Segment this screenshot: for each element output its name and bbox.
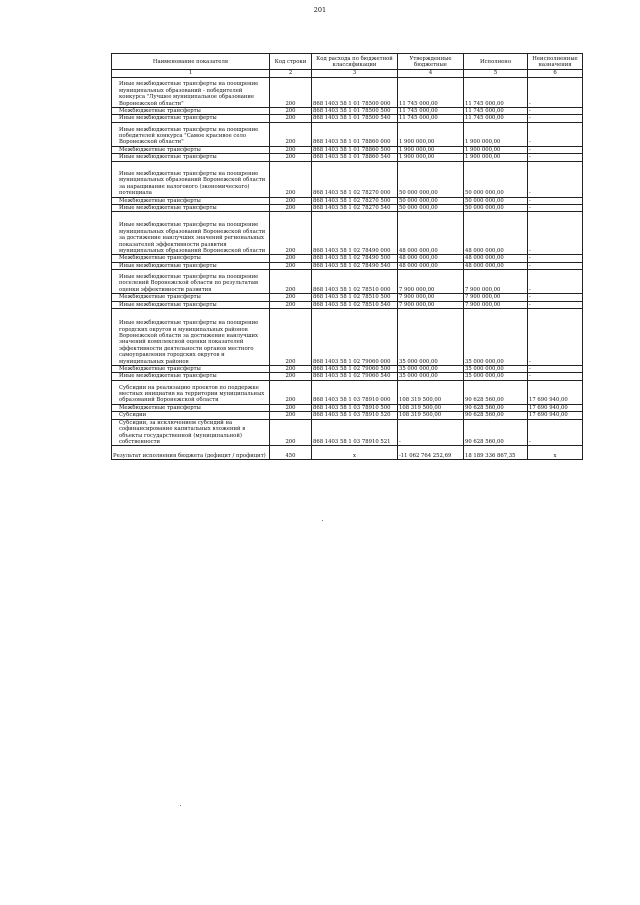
cell-classification-code: 868 1403 58 1 02 78270 500 — [312, 197, 398, 204]
cell-indicator-name: Межбюджетные трансферты — [112, 294, 270, 301]
cell-classification-code: 868 1403 58 1 02 78510 500 — [312, 294, 398, 301]
cell-approved: 108 319 500,00 — [398, 412, 464, 419]
column-number-row — [112, 70, 583, 78]
table-row — [112, 146, 583, 153]
cell-approved: 1 900 000,00 — [398, 146, 464, 153]
cell-indicator-name: Субсидии на реализацию проектов по поддержке местных инициатив на территории муниципальных образований Воронежской области — [112, 380, 270, 404]
cell-indicator-name: Иные межбюджетные трансферты — [112, 154, 270, 161]
cell-unexecuted: - — [528, 115, 583, 122]
table-row — [112, 294, 583, 301]
cell-executed: 50 000 000,00 — [464, 205, 528, 212]
cell-line-code: 450 — [270, 446, 312, 460]
table-row — [112, 262, 583, 269]
column-number: 6 — [528, 70, 583, 78]
cell-approved: 7 900 000,00 — [398, 294, 464, 301]
cell-approved: 11 745 000,00 — [398, 78, 464, 108]
cell-approved: 48 000 000,00 — [398, 255, 464, 262]
table-row — [112, 419, 583, 446]
cell-line-code: 200 — [270, 373, 312, 380]
cell-line-code: 200 — [270, 146, 312, 153]
cell-indicator-name: Иные межбюджетные трансферты на поощрение муниципальных образований Воронежской области за наращивание налогового (экономического) потенциала — [112, 161, 270, 197]
cell-executed: 18 189 336 867,35 — [464, 446, 528, 460]
cell-line-code: 200 — [270, 419, 312, 446]
cell-classification-code: 868 1403 58 1 03 78910 520 — [312, 412, 398, 419]
table-row — [112, 270, 583, 294]
cell-approved: -11 062 764 252,69 — [398, 446, 464, 460]
cell-unexecuted: 17 690 940,00 — [528, 380, 583, 404]
cell-executed: 48 000 000,00 — [464, 212, 528, 255]
cell-unexecuted: - — [528, 197, 583, 204]
cell-executed: 1 900 000,00 — [464, 154, 528, 161]
table-row — [112, 412, 583, 419]
cell-unexecuted: - — [528, 78, 583, 108]
cell-indicator-name: Межбюджетные трансферты — [112, 197, 270, 204]
cell-unexecuted: - — [528, 270, 583, 294]
table-row — [112, 255, 583, 262]
cell-executed: 35 000 000,00 — [464, 366, 528, 373]
cell-classification-code: 868 1403 58 1 02 78510 000 — [312, 270, 398, 294]
table-row — [112, 309, 583, 366]
cell-unexecuted: - — [528, 294, 583, 301]
scan-dot — [322, 520, 323, 521]
cell-classification-code: 868 1403 58 1 01 78860 540 — [312, 154, 398, 161]
cell-indicator-name: Межбюджетные трансферты — [112, 108, 270, 115]
cell-executed: 35 000 000,00 — [464, 309, 528, 366]
cell-line-code: 200 — [270, 309, 312, 366]
cell-line-code: 200 — [270, 380, 312, 404]
cell-approved: 1 900 000,00 — [398, 154, 464, 161]
table-row — [112, 122, 583, 146]
cell-line-code: 200 — [270, 301, 312, 308]
table-row — [112, 161, 583, 197]
table-row — [112, 115, 583, 122]
cell-indicator-name: Субсидии — [112, 412, 270, 419]
cell-line-code: 200 — [270, 197, 312, 204]
table-body — [112, 78, 583, 460]
scan-dot — [180, 805, 181, 806]
cell-executed: 1 900 000,00 — [464, 146, 528, 153]
cell-approved: 11 745 000,00 — [398, 115, 464, 122]
cell-line-code: 200 — [270, 262, 312, 269]
cell-unexecuted: - — [528, 373, 583, 380]
cell-approved: 50 000 000,00 — [398, 205, 464, 212]
header-indicator-name: Наименование показателя — [112, 54, 270, 70]
cell-indicator-name: Межбюджетные трансферты — [112, 255, 270, 262]
cell-unexecuted: - — [528, 205, 583, 212]
table-row — [112, 108, 583, 115]
cell-approved: 11 745 000,00 — [398, 108, 464, 115]
cell-classification-code: 868 1403 58 1 01 78860 500 — [312, 146, 398, 153]
cell-unexecuted: - — [528, 212, 583, 255]
header-approved: Утвержденные бюджетные — [398, 54, 464, 70]
cell-line-code: 200 — [270, 255, 312, 262]
cell-executed: 90 628 560,00 — [464, 412, 528, 419]
cell-indicator-name: Результат исполнения бюджета (дефицит / профицит) — [112, 446, 270, 460]
column-number: 3 — [312, 70, 398, 78]
table-row — [112, 366, 583, 373]
cell-executed: 11 745 000,00 — [464, 108, 528, 115]
cell-unexecuted: - — [528, 262, 583, 269]
cell-executed: 7 900 000,00 — [464, 270, 528, 294]
cell-classification-code: 868 1403 58 1 01 78500 540 — [312, 115, 398, 122]
cell-unexecuted: 17 690 940,00 — [528, 404, 583, 411]
cell-classification-code: 868 1403 58 1 02 78270 000 — [312, 161, 398, 197]
table-row — [112, 197, 583, 204]
column-number: 5 — [464, 70, 528, 78]
table-row — [112, 78, 583, 108]
cell-approved: 48 000 000,00 — [398, 262, 464, 269]
cell-executed: 7 900 000,00 — [464, 294, 528, 301]
budget-execution-table — [111, 53, 583, 460]
cell-indicator-name: Иные межбюджетные трансферты — [112, 115, 270, 122]
cell-unexecuted: - — [528, 122, 583, 146]
cell-line-code: 200 — [270, 294, 312, 301]
cell-unexecuted: - — [528, 309, 583, 366]
table-row — [112, 205, 583, 212]
cell-executed: 90 628 560,00 — [464, 380, 528, 404]
cell-line-code: 200 — [270, 122, 312, 146]
table-row — [112, 380, 583, 404]
cell-approved: 7 900 000,00 — [398, 301, 464, 308]
header-executed: Исполнено — [464, 54, 528, 70]
cell-indicator-name: Иные межбюджетные трансферты на поощрение муниципальных образований - победителей конкурса "Лучшее муниципальное образование Воронежской области" — [112, 78, 270, 108]
cell-classification-code: 868 1403 58 1 03 78910 000 — [312, 380, 398, 404]
cell-indicator-name: Межбюджетные трансферты — [112, 404, 270, 411]
cell-classification-code: 868 1403 58 1 01 78500 500 — [312, 108, 398, 115]
cell-approved: 35 000 000,00 — [398, 373, 464, 380]
cell-approved: 35 000 000,00 — [398, 366, 464, 373]
header-unexecuted: Неисполненные назначения — [528, 54, 583, 70]
cell-line-code: 200 — [270, 78, 312, 108]
cell-indicator-name: Субсидии, за исключением субсидий на софинансирование капитальных вложений в объекты государственной (муниципальной) собственности — [112, 419, 270, 446]
table-row — [112, 212, 583, 255]
cell-line-code: 200 — [270, 366, 312, 373]
column-number: 1 — [112, 70, 270, 78]
header-classification-code: Код расхода по бюджетной классификации — [312, 54, 398, 70]
cell-unexecuted: x — [528, 446, 583, 460]
header-line-code: Код строки — [270, 54, 312, 70]
cell-classification-code: 868 1403 58 1 01 78860 000 — [312, 122, 398, 146]
cell-classification-code: x — [312, 446, 398, 460]
table-row — [112, 154, 583, 161]
cell-approved: 50 000 000,00 — [398, 161, 464, 197]
cell-approved: 50 000 000,00 — [398, 197, 464, 204]
cell-classification-code: 868 1403 58 1 02 78490 540 — [312, 262, 398, 269]
cell-classification-code: 868 1403 58 1 01 78500 000 — [312, 78, 398, 108]
table-row — [112, 446, 583, 460]
cell-line-code: 200 — [270, 212, 312, 255]
cell-executed: 11 745 000,00 — [464, 78, 528, 108]
column-number: 2 — [270, 70, 312, 78]
cell-indicator-name: Иные межбюджетные трансферты — [112, 373, 270, 380]
cell-executed: 90 628 560,00 — [464, 419, 528, 446]
cell-indicator-name: Иные межбюджетные трансферты на поощрение победителей конкурса "Самое красивое село Воронежской области" — [112, 122, 270, 146]
cell-classification-code: 868 1403 58 1 02 79060 000 — [312, 309, 398, 366]
cell-approved: 1 900 000,00 — [398, 122, 464, 146]
cell-executed: 50 000 000,00 — [464, 197, 528, 204]
cell-line-code: 200 — [270, 205, 312, 212]
cell-indicator-name: Иные межбюджетные трансферты — [112, 205, 270, 212]
cell-approved: 7 900 000,00 — [398, 270, 464, 294]
cell-classification-code: 868 1403 58 1 03 78910 521 — [312, 419, 398, 446]
cell-executed: 1 900 000,00 — [464, 122, 528, 146]
cell-indicator-name: Иные межбюджетные трансферты на поощрение муниципальных образований Воронежской области за достижение наилучших значений региональных показателей эффективности развития муниципальных образований Воронежской области — [112, 212, 270, 255]
table-header-row — [112, 54, 583, 70]
cell-executed: 90 628 560,00 — [464, 404, 528, 411]
cell-unexecuted: - — [528, 154, 583, 161]
cell-classification-code: 868 1403 58 1 02 78510 540 — [312, 301, 398, 308]
cell-unexecuted: - — [528, 255, 583, 262]
cell-approved: 48 000 000,00 — [398, 212, 464, 255]
cell-indicator-name: Межбюджетные трансферты — [112, 366, 270, 373]
cell-executed: 35 000 000,00 — [464, 373, 528, 380]
cell-unexecuted: - — [528, 366, 583, 373]
page-number: 201 — [313, 6, 327, 14]
cell-indicator-name: Иные межбюджетные трансферты на поощрение поселений Воронежской области по результатам оценки эффективности развития — [112, 270, 270, 294]
cell-classification-code: 868 1403 58 1 02 79060 500 — [312, 366, 398, 373]
cell-line-code: 200 — [270, 154, 312, 161]
cell-executed: 7 900 000,00 — [464, 301, 528, 308]
cell-executed: 48 000 000,00 — [464, 262, 528, 269]
cell-approved: - — [398, 419, 464, 446]
column-number: 4 — [398, 70, 464, 78]
cell-indicator-name: Межбюджетные трансферты — [112, 146, 270, 153]
cell-unexecuted: - — [528, 301, 583, 308]
cell-indicator-name: Иные межбюджетные трансферты — [112, 262, 270, 269]
cell-unexecuted: - — [528, 161, 583, 197]
cell-unexecuted: - — [528, 146, 583, 153]
cell-classification-code: 868 1403 58 1 02 78490 000 — [312, 212, 398, 255]
cell-classification-code: 868 1403 58 1 03 78910 500 — [312, 404, 398, 411]
cell-classification-code: 868 1403 58 1 02 79060 540 — [312, 373, 398, 380]
cell-unexecuted: - — [528, 108, 583, 115]
cell-line-code: 200 — [270, 412, 312, 419]
cell-approved: 108 319 500,00 — [398, 404, 464, 411]
table-row — [112, 301, 583, 308]
cell-line-code: 200 — [270, 270, 312, 294]
table-row — [112, 373, 583, 380]
cell-approved: 35 000 000,00 — [398, 309, 464, 366]
cell-indicator-name: Иные межбюджетные трансферты — [112, 301, 270, 308]
cell-unexecuted: 17 690 940,00 — [528, 412, 583, 419]
cell-unexecuted: - — [528, 419, 583, 446]
table-row — [112, 404, 583, 411]
cell-executed: 50 000 000,00 — [464, 161, 528, 197]
cell-indicator-name: Иные межбюджетные трансферты на поощрение городских округов и муниципальных районов Воронежской области за достижение наилучших значений комплексной оценки показателей эффективности деятельности органов местного самоуправления городских округов и муниципальных районов — [112, 309, 270, 366]
cell-line-code: 200 — [270, 161, 312, 197]
cell-classification-code: 868 1403 58 1 02 78490 500 — [312, 255, 398, 262]
cell-approved: 108 319 500,00 — [398, 380, 464, 404]
cell-executed: 11 745 000,00 — [464, 115, 528, 122]
cell-line-code: 200 — [270, 404, 312, 411]
cell-line-code: 200 — [270, 115, 312, 122]
cell-classification-code: 868 1403 58 1 02 78270 540 — [312, 205, 398, 212]
cell-line-code: 200 — [270, 108, 312, 115]
cell-executed: 48 000 000,00 — [464, 255, 528, 262]
